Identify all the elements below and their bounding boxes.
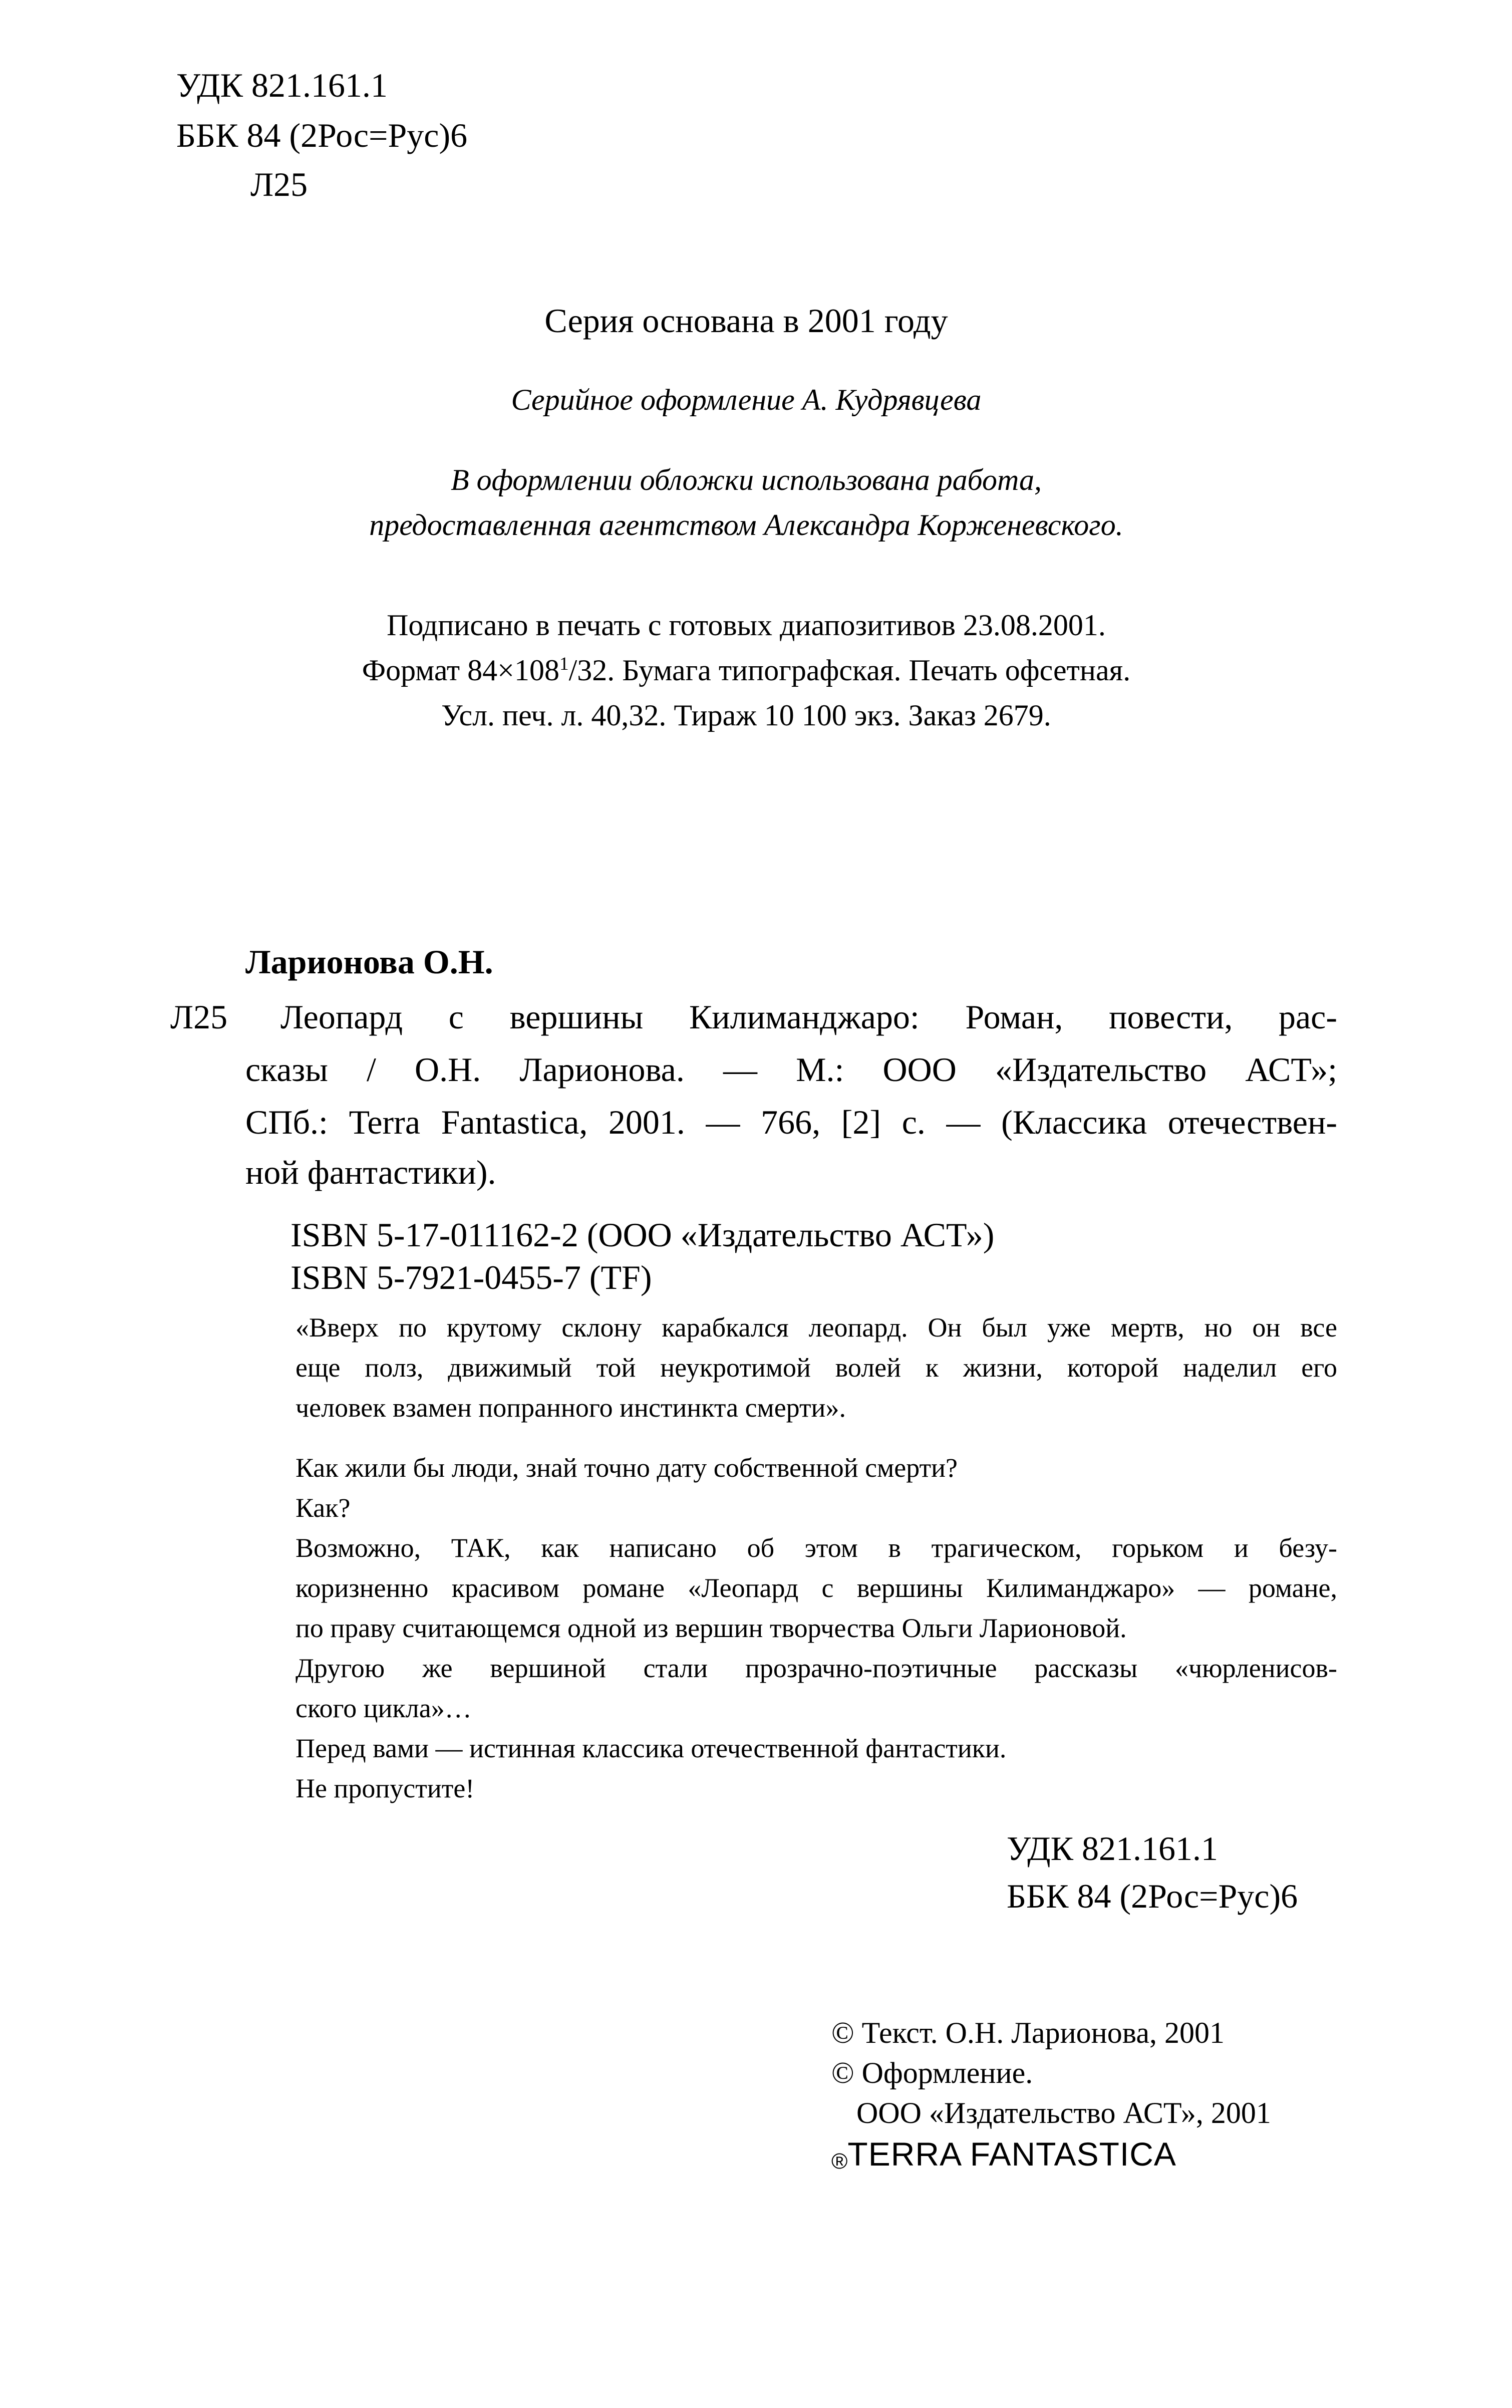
annotation-p4-line1: Другою же вершиной стали прозрачно-поэтичные рассказы «чюрленисов- xyxy=(295,1653,1337,1683)
catalog-author-heading: Ларионова О.Н. xyxy=(245,943,493,981)
series-founded: Серия основана в 2001 году xyxy=(544,302,948,340)
copyright-design: © Оформление. xyxy=(831,2056,1033,2089)
format-rest: /32. Бумага типографская. Печать офсетная. xyxy=(568,654,1131,687)
bbk-code-top: ББК 84 (2Рос=Рус)6 xyxy=(176,116,468,154)
isbn-tf: ISBN 5-7921-0455-7 (TF) xyxy=(290,1258,652,1296)
annotation-quote-line3: человек взамен попранного инстинкта смерти». xyxy=(295,1393,846,1423)
cover-credit-line2: предоставленная агентством Александра Корженевского. xyxy=(369,508,1123,542)
format-text: Формат 84×108 xyxy=(362,654,559,687)
annotation-p3-line1: Возможно, ТАК, как написано об этом в трагическом, горьком и безу- xyxy=(295,1533,1337,1563)
annotation-quote-line1: «Вверх по крутому склону карабкался леопард. Он был уже мертв, но он все xyxy=(295,1312,1337,1343)
print-info-line1: Подписано в печать с готовых диапозитивов 23.08.2001. xyxy=(387,609,1106,642)
terra-fantastica-logo xyxy=(831,2134,1176,2174)
catalog-line2: сказы / О.Н. Ларионова. — М.: ООО «Издательство АСТ»; xyxy=(245,1050,1337,1089)
annotation-p1: Как жили бы люди, знай точно дату собственной смерти? xyxy=(295,1453,958,1483)
catalog-mark: Л25 xyxy=(170,998,228,1036)
print-info-line3: Усл. печ. л. 40,32. Тираж 10 100 экз. Заказ 2679. xyxy=(441,699,1051,732)
annotation-p6: Не пропустите! xyxy=(295,1773,475,1803)
annotation-p2: Как? xyxy=(295,1493,351,1523)
registered-mark-icon: ® xyxy=(831,2149,848,2174)
annotation-p3-line3: по праву считающемся одной из вершин творчества Ольги Ларионовой. xyxy=(295,1613,1127,1643)
annotation-quote-line2: еще полз, движимый той неукротимой волей к жизни, которой наделил его xyxy=(295,1353,1337,1383)
print-info-line2 xyxy=(0,651,1492,689)
cover-credit-line1: В оформлении обложки использована работа, xyxy=(450,463,1042,496)
publisher-logo-text: TERRA FANTASTICA xyxy=(847,2135,1176,2173)
format-superscript: 1 xyxy=(559,654,569,674)
author-mark-top: Л25 xyxy=(250,165,308,203)
copyright-publisher: ООО «Издательство АСТ», 2001 xyxy=(856,2096,1271,2129)
udk-code-bottom: УДК 821.161.1 xyxy=(1007,1829,1219,1867)
annotation-p3-line2: коризненно красивом романе «Леопард с вершины Килиманджаро» — романе, xyxy=(295,1573,1337,1603)
series-design: Серийное оформление А. Кудрявцева xyxy=(511,383,982,416)
catalog-line3: СПб.: Terra Fantastica, 2001. — 766, [2] с. — (Классика отечествен- xyxy=(245,1103,1337,1141)
udk-code-top: УДК 821.161.1 xyxy=(176,66,388,104)
bbk-code-bottom: ББК 84 (2Рос=Рус)6 xyxy=(1007,1877,1298,1915)
annotation-p5: Перед вами — истинная классика отечественной фантастики. xyxy=(295,1733,1007,1763)
catalog-line4: ной фантастики). xyxy=(245,1153,496,1191)
copyright-text: © Текст. О.Н. Ларионова, 2001 xyxy=(831,2016,1225,2049)
isbn-ast: ISBN 5-17-011162-2 (ООО «Издательство АСТ») xyxy=(290,1216,995,1254)
catalog-line1: Леопард с вершины Килиманджаро: Роман, повести, рас- xyxy=(280,998,1337,1036)
annotation-p4-line2: ского цикла»… xyxy=(295,1693,472,1723)
